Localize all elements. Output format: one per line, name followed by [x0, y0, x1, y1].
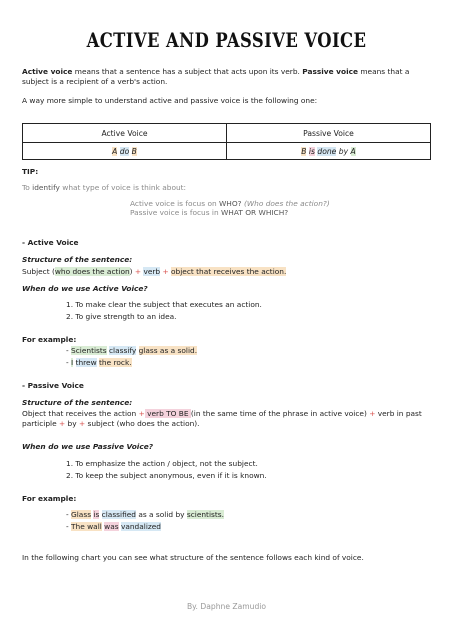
structure-to-be: verb TO BE: [144, 409, 191, 418]
intro-paragraph-2: A way more simple to understand active and passive voice is the following one:: [22, 96, 318, 105]
when-label: [22, 284, 432, 294]
tip-label-text: TIP:: [22, 167, 39, 176]
formula-b: B: [131, 146, 137, 156]
example-verb: classified: [101, 510, 136, 519]
example-object: the rock.: [99, 358, 132, 367]
tip-text: [22, 183, 432, 193]
tip-text-part: To: [22, 183, 33, 192]
structure-verb: verb: [143, 267, 161, 276]
example-subject: Scientists: [71, 346, 107, 355]
when-label-text: When do we use Active Voice?: [22, 284, 148, 293]
structure-by: by: [65, 418, 79, 428]
plus-sign: +: [132, 267, 144, 276]
example-label-text: For example:: [22, 335, 77, 344]
list-item: 1. To make clear the subject that executes an action.: [66, 300, 262, 309]
intro-text: means that a subject is a recipient of a verb's action.: [22, 67, 410, 86]
example-to-be: is: [93, 510, 100, 519]
tip-line-text: (Who does the action?): [241, 199, 330, 208]
table-cell: [227, 143, 431, 160]
structure-label: [22, 255, 432, 265]
section-heading-text: - Passive Voice: [22, 381, 84, 390]
author-footer: By. Daphne Zamudio: [186, 602, 267, 611]
example-text: -: [66, 510, 72, 519]
structure-label-text: Structure of the sentence:: [22, 398, 133, 407]
formula-is: is: [308, 146, 315, 156]
plus-sign: +: [138, 409, 145, 418]
tip-line-text: Active voice is focus on: [130, 199, 219, 208]
passive-structure: [22, 409, 432, 428]
example-verb: classify: [108, 346, 137, 355]
voice-comparison-table: [22, 123, 431, 160]
example-text: -: [66, 358, 72, 367]
page-title: ACTIVE AND PASSIVE VOICE: [86, 28, 367, 52]
when-label-text: When do we use Passive Voice?: [22, 442, 153, 451]
example-label: [22, 335, 432, 345]
example-verb: vandalized: [120, 522, 162, 531]
example-object: The wall: [71, 522, 102, 531]
example-verb: threw: [75, 358, 97, 367]
section-heading-text: - Active Voice: [22, 238, 79, 247]
intro-text: means that a sentence has a subject that acts upon its verb.: [72, 67, 303, 76]
example-text: -: [66, 346, 72, 355]
example-object: glass as a solid.: [138, 346, 198, 355]
formula-a: A: [350, 146, 356, 156]
structure-text: Object that receives the action: [22, 409, 139, 418]
example-item: [66, 522, 161, 532]
structure-object: object that receives the action.: [171, 267, 287, 276]
list-item: 2. To keep the subject anonymous, even if it is known.: [66, 471, 267, 480]
example-label: [22, 494, 432, 504]
term-active-voice: Active voice: [22, 67, 73, 76]
example-item: [66, 346, 197, 356]
plus-sign: +: [78, 418, 86, 428]
tip-line-passive: [130, 208, 288, 218]
section-heading-passive: [22, 381, 432, 391]
plus-sign: +: [369, 409, 376, 418]
structure-text: Subject (: [22, 267, 55, 276]
example-item: [66, 510, 224, 520]
formula-verb: done: [317, 146, 337, 156]
term-passive-voice: Passive voice: [302, 67, 358, 76]
section-heading-active: [22, 238, 432, 248]
example-text: -: [66, 522, 72, 531]
list-item: 2. To give strength to an idea.: [66, 312, 177, 321]
tip-label: [22, 167, 432, 177]
formula-verb: do: [119, 146, 130, 156]
example-subject: I: [71, 358, 74, 367]
tip-what: WHAT OR WHICH?: [221, 208, 289, 217]
tip-text-part: what type of voice is think about:: [59, 183, 187, 192]
table-header: Passive Voice: [227, 124, 431, 143]
example-subject: scientists.: [186, 510, 224, 519]
structure-label: [22, 398, 432, 408]
structure-text: verb in past participle: [22, 409, 422, 428]
formula-b: B: [301, 146, 307, 156]
example-item: [66, 358, 132, 368]
example-text: as a solid by: [135, 510, 187, 519]
tip-line-text: Passive voice is focus in: [130, 208, 221, 217]
table-header-row: [23, 124, 431, 143]
structure-label-text: Structure of the sentence:: [22, 255, 133, 264]
table-row: [23, 143, 431, 160]
chart-note: In the following chart you can see what structure of the sentence follows each kind of voice.: [22, 553, 364, 562]
structure-text: subject (who does the action).: [85, 418, 200, 428]
table-header: Active Voice: [23, 124, 227, 143]
structure-who: who does the action: [54, 267, 130, 276]
active-structure: [22, 267, 432, 277]
example-to-be: was: [104, 522, 119, 531]
plus-sign: +: [58, 418, 66, 428]
tip-identify: identify: [32, 183, 60, 192]
table-cell: [23, 143, 227, 160]
when-label: [22, 442, 432, 452]
example-object: Glass: [71, 510, 92, 519]
structure-text: ): [129, 267, 133, 276]
tip-who: WHO?: [219, 199, 242, 208]
example-label-text: For example:: [22, 494, 77, 503]
list-item: 1. To emphasize the action / object, not the subject.: [66, 459, 258, 468]
structure-text: (in the same time of the phrase in active voice): [190, 409, 370, 418]
formula-a: A: [112, 146, 118, 156]
intro-paragraph: [22, 67, 432, 86]
formula-by: by: [338, 146, 349, 156]
plus-sign: +: [160, 267, 172, 276]
